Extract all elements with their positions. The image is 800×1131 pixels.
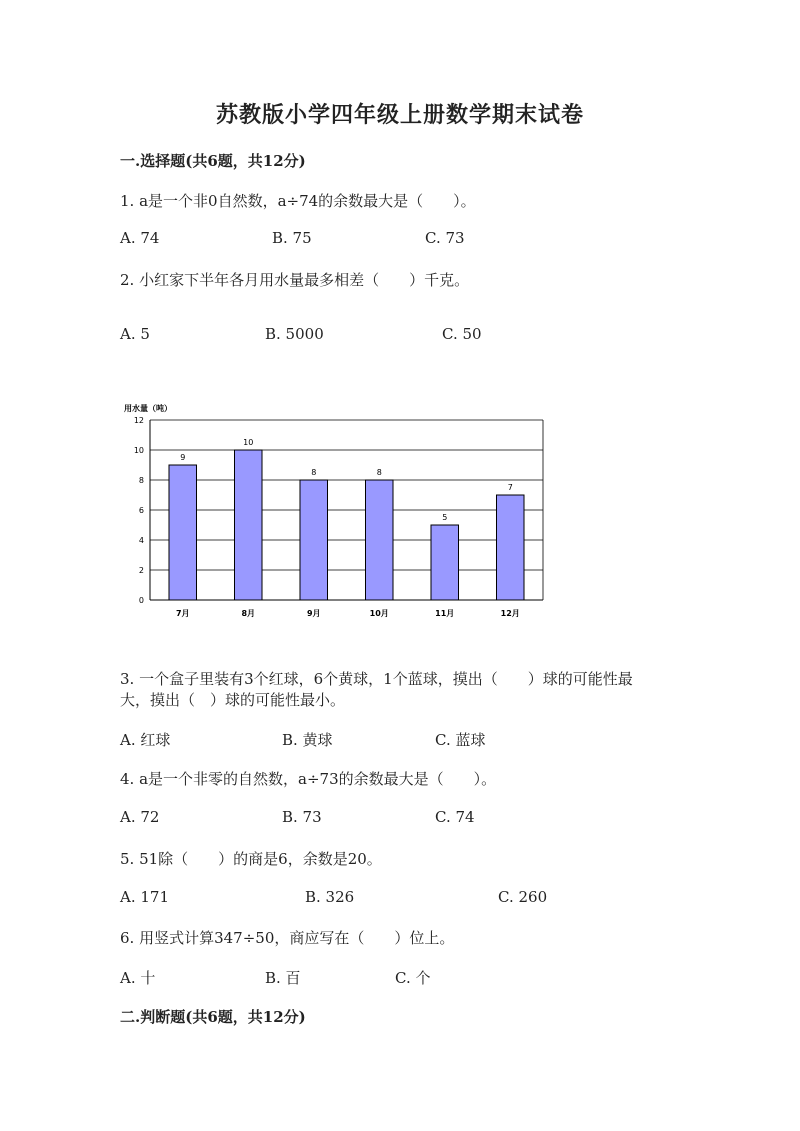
chart-x-tick-label: 8月 — [241, 609, 256, 618]
chart-bar — [300, 480, 328, 600]
question-4-option-a: A. 72 — [120, 808, 160, 826]
section-heading-choice: 一.选择题(共6题，共12分) — [120, 152, 306, 170]
chart-y-axis-label: 用水量（吨） — [124, 404, 172, 413]
question-5-option-b: B. 326 — [305, 888, 355, 906]
question-3-option-b: B. 黄球 — [282, 731, 333, 749]
chart-bar — [496, 495, 524, 600]
chart-x-tick-label: 9月 — [306, 609, 321, 618]
chart-bar — [169, 465, 197, 600]
question-1-option-a: A. 74 — [120, 229, 160, 247]
question-4-stem: 4. a是一个非零的自然数，a÷73的余数最大是（ ）。 — [120, 770, 497, 788]
question-2-option-c: C. 50 — [442, 325, 482, 343]
question-5-option-c: C. 260 — [498, 888, 548, 906]
chart-bar — [365, 480, 393, 600]
question-1-option-b: B. 75 — [272, 229, 312, 247]
chart-plot-area — [134, 416, 543, 618]
chart-y-tick-label: 0 — [138, 596, 144, 605]
question-4-option-c: C. 74 — [435, 808, 475, 826]
chart-data-label: 5 — [442, 513, 448, 522]
chart-bar — [431, 525, 459, 600]
chart-data-label: 10 — [243, 438, 254, 447]
chart-x-tick-label: 10月 — [369, 609, 389, 618]
chart-y-tick-label: 6 — [138, 506, 144, 515]
chart-y-tick-label: 4 — [138, 536, 144, 545]
chart-x-tick-label: 11月 — [435, 609, 455, 618]
chart-y-tick-label: 2 — [138, 566, 144, 575]
question-3-option-a: A. 红球 — [120, 731, 171, 749]
question-3-option-c: C. 蓝球 — [435, 731, 486, 749]
question-6-option-c: C. 个 — [395, 969, 431, 987]
chart-data-label: 7 — [507, 483, 513, 492]
question-6-option-b: B. 百 — [265, 969, 301, 987]
chart-y-tick-label: 12 — [133, 416, 144, 425]
question-4-option-b: B. 73 — [282, 808, 322, 826]
page-title: 苏教版小学四年级上册数学期末试卷 — [215, 102, 584, 128]
question-1-option-c: C. 73 — [425, 229, 465, 247]
chart-bar — [234, 450, 262, 600]
question-6-option-a: A. 十 — [120, 969, 156, 987]
question-2-stem: 2. 小红家下半年各月用水量最多相差（ ）千克。 — [120, 271, 470, 289]
question-2-option-b: B. 5000 — [265, 325, 324, 343]
question-1-stem: 1. a是一个非0自然数，a÷74的余数最大是（ ）。 — [120, 192, 476, 210]
question-5-stem: 5. 51除（ ）的商是6，余数是20。 — [120, 850, 382, 868]
chart-y-tick-label: 10 — [133, 446, 144, 455]
chart-x-tick-label: 12月 — [500, 609, 520, 618]
question-5-option-a: A. 171 — [120, 888, 169, 906]
chart-data-label: 8 — [376, 468, 382, 477]
question-2-option-a: A. 5 — [120, 325, 150, 343]
chart-data-label: 8 — [311, 468, 317, 477]
section-heading-judgement: 二.判断题(共6题，共12分) — [120, 1008, 306, 1026]
chart-data-label: 9 — [180, 453, 186, 462]
question-6-stem: 6. 用竖式计算347÷50，商应写在（ ）位上。 — [120, 929, 455, 947]
chart-y-tick-label: 8 — [138, 476, 144, 485]
question-3-stem-line1: 3. 一个盒子里装有3个红球，6个黄球，1个蓝球，摸出（ ）球的可能性最 — [120, 670, 633, 688]
question-3-stem-line2: 大，摸出（ ）球的可能性最小。 — [120, 691, 346, 709]
chart-x-tick-label: 7月 — [175, 609, 190, 618]
water-usage-bar-chart — [118, 398, 558, 630]
